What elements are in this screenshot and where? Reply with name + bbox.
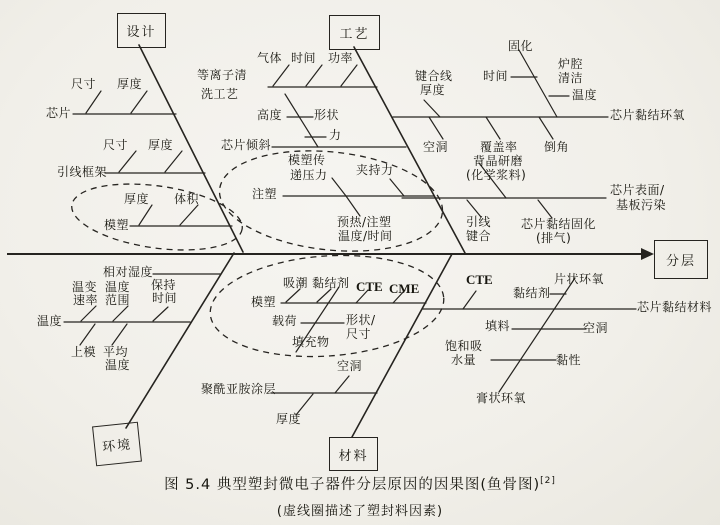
temp-range-1-label: 温度 [105,280,131,294]
cme-label: CME [389,281,420,296]
oven-chamber-2-label: 清洁 [558,71,584,85]
saturation-1-label: 饱和吸 [445,339,483,353]
transfer-pressure-2-label: 递压力 [290,168,328,182]
molding-volume-label: 体积 [174,192,200,206]
leadframe-thickness-tick-line [165,151,182,172]
upper-mold-label: 上模 [71,345,97,359]
filler-mid-label: 填充物 [292,335,330,349]
plasma-clean-1-label: 等离子清 [197,68,248,82]
saturation-2-label: 水量 [451,353,477,367]
effect-box-delamination [654,240,708,279]
sheet-epoxy-label: 片状环氧 [554,272,605,286]
bond-wire-1-label: 键合线 [415,69,453,83]
cure-temp-label: 温度 [572,88,598,102]
wirebond-2-label: 键合 [466,229,492,243]
plasma-clean-2-label: 洗工艺 [201,87,239,101]
void-polyimide-label: 空洞 [337,359,363,373]
wirebond-1-label: 引线 [466,215,492,229]
relative-humidity-label: 相对湿度 [103,265,154,279]
material-box-label: 材料 [338,448,369,464]
cure-label: 固化 [508,39,534,53]
molding-volume-tick-line [180,205,198,225]
viscosity-label: 黏性 [556,353,582,367]
plasma-time-label: 时间 [291,51,317,65]
die-attach-cure-tick-line [538,200,552,218]
height-label: 高度 [257,108,283,122]
environment-bone-line [126,253,234,428]
adhesive-right-label: 黏结剂 [513,286,551,300]
cure-time-label: 时间 [483,69,509,83]
gas-tick-line [273,65,289,86]
backgrind-1-label: 背晶研磨 [473,154,524,168]
chip-surface-2-label: 基板污染 [616,198,667,212]
chip-label: 芯片 [46,106,72,120]
avg-temp-2-label: 温度 [105,358,131,372]
coverage-label: 覆盖率 [480,140,518,154]
force-label: 力 [329,128,342,142]
upper-mold-tick-line [80,324,95,345]
void-right-label: 空洞 [583,321,609,335]
cte-right-label: CTE [466,272,493,287]
category-box-design [117,13,166,48]
filler-right-label: 填料 [485,319,511,333]
avg-temp-tick-line [112,324,127,345]
bond-wire-tick-line [424,100,440,117]
temperature-env-label: 温度 [37,314,63,328]
shape-top-label: 形状 [314,108,340,122]
category-box-environment [92,422,142,467]
transfer-pressure-1-label: 模塑传 [288,153,326,167]
dwell-2-label: 时间 [152,291,178,305]
bond-wire-2-label: 厚度 [420,83,446,97]
shape-bottom-2-label: 尺寸 [346,327,372,341]
chip-surface-1-label: 芯片表面/ [610,183,665,197]
temp-rate-2-label: 速率 [73,293,99,307]
adhesive-mid-tick-line [317,289,331,302]
dwell-1-label: 保持 [151,278,177,292]
clamp-force-label: 夹持力 [356,163,394,177]
die-tilt-label: 芯片倾斜 [221,138,272,152]
leadframe-size-tick-line [119,151,136,172]
void-top-label: 空洞 [423,140,449,154]
load-label: 载荷 [272,314,298,328]
temp-rate-tick-line [81,306,96,321]
transfer-pressure-tick-line [332,178,346,196]
caption-line1 [0,473,720,494]
molding-bottom-label: 模塑 [251,295,277,309]
leadframe-size-label: 尺寸 [103,138,129,152]
coverage-tick-line [486,117,500,139]
caption-reference-mark: [2] [540,476,556,487]
cure-diagonal-line [519,50,557,117]
chip-size-label: 尺寸 [71,77,97,91]
moisture-label: 吸潮 [283,276,309,290]
polyimide-thickness-label: 厚度 [276,412,302,426]
preheat-1-label: 预热/注塑 [337,215,392,229]
polyimide-coating-label: 聚酰亚胺涂层 [201,382,277,396]
category-box-process [329,15,380,50]
chip-thickness-label: 厚度 [117,77,143,91]
figure-caption [0,473,720,519]
chamfer-tick-line [539,117,553,139]
adhesive-mid-label: 黏结剂 [312,276,350,290]
power-tick-line [341,65,357,86]
chip-size-tick-line [86,91,101,113]
die-attach-cure-2-label: (排气) [536,231,572,245]
caption-line2: (虚线圈描述了塑封料因素) [276,504,444,519]
spine-arrowhead [641,248,654,260]
design-box-label: 设计 [126,25,157,40]
caption-title-text: 图 5.4 典型塑封微电子器件分层原因的因果图(鱼骨图) [164,477,541,493]
process-box-label: 工艺 [339,27,370,42]
die-attach-epoxy-label: 芯片黏结环氧 [610,108,686,122]
delamination-box-label: 分层 [665,254,696,269]
molding-thickness-label: 厚度 [124,192,150,206]
backgrind-2-label: (化学浆料) [466,168,527,182]
injection-label: 注塑 [252,187,278,201]
temp-rate-1-label: 温变 [72,280,98,294]
chamfer-label: 倒角 [544,140,570,154]
gas-label: 气体 [257,51,283,65]
die-attach-cure-1-label: 芯片黏结固化 [521,217,597,231]
molding-top-label: 模塑 [104,218,130,232]
preheat-2-label: 温度/时间 [338,229,393,243]
leadframe-thickness-label: 厚度 [148,138,174,152]
cte-mid-label: CTE [356,279,383,294]
leadframe-label: 引线框架 [57,165,108,179]
shape-bottom-1-label: 形状/ [346,313,376,327]
moisture-tick-line [286,289,300,302]
cte-right-tick-line [463,291,476,309]
dwell-tick-line [153,307,168,321]
paste-epoxy-label: 膏状环氧 [476,391,527,405]
chip-thickness-tick-line [131,91,147,113]
die-attach-material-label: 芯片黏结材料 [637,300,713,314]
void-top-tick-line [429,117,443,139]
temp-range-2-label: 范围 [105,293,131,307]
temp-range-tick-line [113,306,128,321]
void-bottom-tick-line [335,376,349,393]
clamp-force-tick-line [390,179,404,196]
category-box-material [329,437,378,471]
avg-temp-1-label: 平均 [103,345,129,359]
environment-box-label: 环境 [101,436,133,456]
molding-thickness-tick-line [139,205,152,225]
plasma-time-tick-line [306,65,322,86]
power-label: 功率 [328,51,354,65]
preheat-tick-line [346,196,360,216]
molding-ellipse-center [214,138,447,262]
oven-chamber-1-label: 炉腔 [558,57,584,71]
